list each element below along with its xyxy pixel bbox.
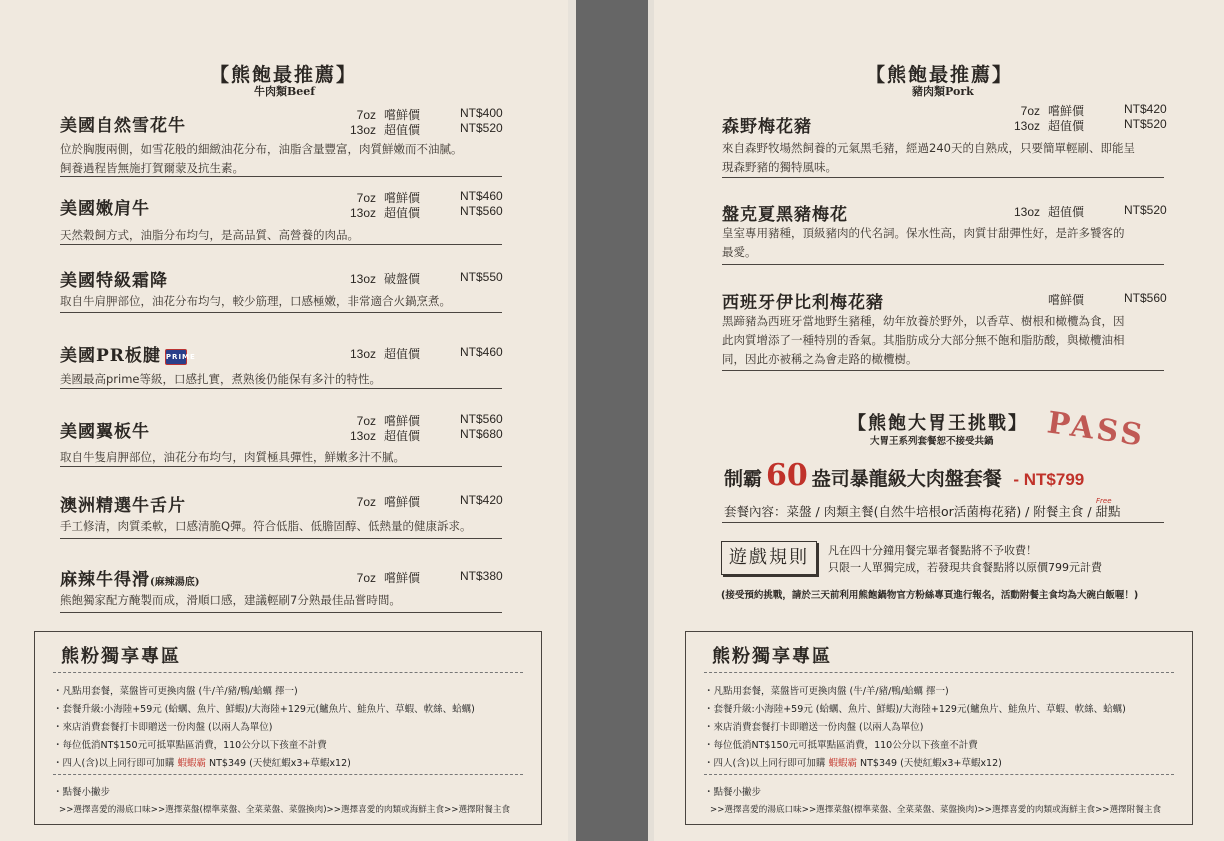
menu-item-forest-pork-collar (722, 102, 1172, 182)
price-line (340, 121, 420, 138)
fan-zone-line-text: NT$349 (天使紅蝦x3+草蝦x12) (209, 758, 351, 769)
item-divider (722, 177, 1164, 178)
item-name: 西班牙伊比利梅花豬 (722, 293, 884, 313)
menu-item-iberico-pork (722, 288, 1172, 372)
challenge-headline (724, 458, 1084, 493)
section-subtitle-beef: 牛肉類Beef (254, 85, 316, 98)
dashed-divider (53, 774, 523, 775)
price-value: NT$460 (460, 345, 503, 359)
item-description-line: 飼養過程皆無施打賀爾蒙及抗生素。 (60, 161, 244, 175)
fan-zone-line: ・套餐升級:小海陸+59元 (蛤蠣、魚片、鮮蝦)/大海陸+129元(鱸魚片、鮭魚片、草蝦、軟絲、蛤蠣) (704, 704, 1126, 715)
item-divider (60, 538, 502, 539)
fan-zone-line-text: ・四人(含)以上同行即可加購 (704, 758, 826, 769)
item-name: 澳洲精選牛舌片 (60, 496, 186, 516)
item-name-text: 麻辣牛得滑 (60, 570, 150, 590)
price-line (1004, 291, 1084, 308)
price-weight: 13oz (349, 429, 376, 443)
fan-zone-line: ・來店消費套餐打卡即贈送一份肉盤 (以兩人為單位) (53, 722, 273, 733)
price-weight: 13oz (349, 272, 376, 286)
price-line (340, 204, 420, 221)
fan-zone-title: 熊粉獨享專區 (61, 646, 181, 667)
section-title-beef: 【熊飽最推薦】 (210, 64, 358, 86)
price-label: 超值價 (1048, 205, 1085, 219)
price-label: 嚐鮮價 (1048, 104, 1085, 118)
price-value: NT$420 (460, 493, 503, 507)
price-value: NT$460 (460, 189, 503, 203)
item-name (60, 341, 196, 366)
menu-item-spicy-beef-slices (60, 565, 510, 615)
fan-zone-box (685, 631, 1193, 825)
item-description-line: 手工修清，肉質柔軟，口感清脆Q彈。符合低脂、低膽固醇、低熱量的健康訴求。 (60, 519, 472, 533)
ordering-steps: >>選擇喜愛的湯底口味>>選擇菜盤(標準菜盤、全菜菜盤、菜盤換肉)>>選擇喜愛的肉類或海鮮主食>>選擇附餐主食 (710, 805, 1162, 815)
challenge-footnote: (接受預約挑戰，請於三天前利用熊飽鍋物官方粉絲專頁進行報名，活動附餐主食均為大碗白飯喔！) (721, 590, 1139, 601)
shrimp-combo-highlight: 蝦蝦霸 (828, 758, 857, 769)
fan-zone-line-text: ・四人(含)以上同行即可加購 (53, 758, 175, 769)
fan-zone-line: ・每位低消NT$150元可抵單點區消費，110公分以下孩童不計費 (53, 740, 327, 751)
price-value: NT$560 (460, 412, 503, 426)
price-weight: 7oz (356, 495, 376, 509)
item-description-line: 黑蹄豬為西班牙當地野生豬種，幼年放養於野外，以香草、樹根和橄欖為食，因 (722, 314, 1125, 328)
dashed-divider (704, 672, 1174, 673)
item-description-line: 皇室專用豬種，頂級豬肉的代名詞。保水性高，肉質甘甜彈性好，是許多饕客的 (722, 226, 1125, 240)
price-label: 超值價 (1048, 119, 1085, 133)
item-divider (722, 264, 1164, 265)
fan-zone-box (34, 631, 542, 825)
page-gutter (576, 0, 648, 841)
price-value: NT$400 (460, 106, 503, 120)
price-value: NT$550 (460, 270, 503, 284)
price-weight: 13oz (1013, 205, 1040, 219)
item-name: 盤克夏黑豬梅花 (722, 205, 848, 225)
menu-item-berkshire-pork (722, 200, 1172, 266)
item-name-text: 美國PR板腱 (60, 346, 161, 366)
price-label: 超值價 (384, 429, 421, 443)
menu-item-us-snowflake-beef (60, 104, 510, 184)
ordering-steps: >>選擇喜愛的湯底口味>>選擇菜盤(標準菜盤、全菜菜盤、菜盤換肉)>>選擇喜愛的肉類或海鮮主食>>選擇附餐主食 (59, 805, 511, 815)
item-name: 森野梅花豬 (722, 117, 812, 137)
item-description-line: 美國最高prime等級，口感扎實，煮熟後仍能保有多汁的特性。 (60, 372, 381, 386)
item-divider (60, 312, 502, 313)
item-divider (60, 466, 502, 467)
price-label: 嚐鮮價 (384, 495, 421, 509)
item-description-line: 取自牛隻肩胛部位，油花分布均勻，肉質極具彈性，鮮嫩多汁不膩。 (60, 450, 405, 464)
item-divider (60, 176, 502, 177)
price-weight: 13oz (349, 206, 376, 220)
item-description-line: 此肉質增添了一種特別的香氣。其脂肪成分大部分無不飽和脂肪酸，與橄欖油相 (722, 333, 1125, 347)
item-description-line: 同，因此亦被稱之為會走路的橄欖樹。 (722, 352, 918, 366)
price-label: 超值價 (384, 347, 421, 361)
price-label: 嚐鮮價 (384, 108, 421, 122)
price-line (1004, 117, 1084, 134)
headline-text: 制霸 (724, 468, 763, 490)
menu-item-aus-beef-tongue (60, 491, 510, 541)
headline-text: 盎司暴龍級大肉盤套餐 (811, 468, 1002, 490)
item-description-line: 現森野豬的獨特風味。 (722, 160, 837, 174)
free-tag: Free (1096, 497, 1112, 505)
fan-zone-line (53, 755, 351, 769)
price-label: 超值價 (384, 206, 421, 220)
fan-zone-line: ・凡點用套餐，菜盤皆可更換肉盤 (牛/羊/豬/鴨/蛤蠣 擇一) (53, 686, 298, 697)
item-divider (60, 612, 502, 613)
price-weight: 7oz (356, 108, 376, 122)
price-line (340, 493, 420, 510)
price-weight: 7oz (356, 191, 376, 205)
ordering-tips-title: ・點餐小撇步 (704, 787, 762, 798)
fan-zone-line: ・來店消費套餐打卡即贈送一份肉盤 (以兩人為單位) (704, 722, 924, 733)
challenge-contents: 套餐內容：菜盤 / 肉類主餐(自然牛培根or活菌梅花豬) / 附餐主食 / 甜點 (724, 504, 1121, 519)
item-name-note: (麻辣湯底) (150, 577, 200, 588)
item-name (60, 565, 199, 590)
price-line (340, 270, 420, 287)
price-line (1004, 203, 1084, 220)
menu-item-us-prime-marbled (60, 266, 510, 316)
section-title-pork: 【熊飽最推薦】 (866, 64, 1014, 86)
price-label: 嚐鮮價 (1048, 293, 1085, 307)
price-weight: 7oz (1020, 104, 1040, 118)
dashed-divider (53, 672, 523, 673)
section-subtitle-pork: 豬肉類Pork (912, 85, 974, 98)
pass-stamp: PASS (1045, 405, 1148, 454)
item-name: 美國特級霜降 (60, 271, 168, 291)
item-divider (60, 244, 502, 245)
price-label: 嚐鮮價 (384, 414, 421, 428)
rule-line: 凡在四十分鐘用餐完畢者餐點將不予收費！ (828, 544, 1037, 557)
menu-item-us-top-blade (60, 410, 510, 470)
price-value: NT$520 (460, 121, 503, 135)
price-label: 嚐鮮價 (384, 571, 421, 585)
price-line (340, 345, 420, 362)
challenge-note: 大胃王系列套餐恕不接受共鍋 (870, 436, 994, 447)
item-name: 美國翼板牛 (60, 422, 150, 442)
price-value: NT$560 (460, 204, 503, 218)
item-name: 美國自然雪花牛 (60, 116, 186, 136)
price-line (340, 427, 420, 444)
item-name: 美國嫩肩牛 (60, 199, 150, 219)
price-value: NT$520 (1124, 203, 1167, 217)
fan-zone-title: 熊粉獨享專區 (712, 646, 832, 667)
rule-line: 只限一人單獨完成，若發現共食餐點將以原價799元計費 (828, 561, 1102, 574)
price-weight: 13oz (349, 347, 376, 361)
fan-zone-line: ・每位低消NT$150元可抵單點區消費，110公分以下孩童不計費 (704, 740, 978, 751)
item-description-line: 來自森野牧場然飼養的元氣黑毛豬，經過240天的自熟成，只要簡單輕刷、即能呈 (722, 141, 1135, 155)
item-description-line: 取自牛肩胛部位，油花分布均勻，較少筋理，口感極嫩，非常適合火鍋烹煮。 (60, 294, 451, 308)
price-value: NT$420 (1124, 102, 1167, 116)
item-description-line: 天然穀飼方式，油脂分布均勻，是高品質、高營養的肉品。 (60, 228, 359, 242)
fan-zone-line (704, 755, 1002, 769)
headline-number: 60 (766, 458, 808, 493)
price-value: NT$520 (1124, 117, 1167, 131)
price-label: 嚐鮮價 (384, 191, 421, 205)
usda-prime-badge-icon: PRIME (165, 349, 187, 365)
contents-divider (722, 522, 1164, 523)
item-description-line: 熊飽獨家配方醃製而成，滑順口感，建議輕刷7分熟最佳品嘗時間。 (60, 593, 401, 607)
price-value: NT$560 (1124, 291, 1167, 305)
game-rules-label: 遊戲規則 (721, 541, 817, 575)
menu-item-us-pr-flat-iron (60, 341, 510, 391)
item-description-line: 最愛。 (722, 245, 757, 259)
price-line (340, 569, 420, 586)
price-label: 破盤價 (384, 272, 421, 286)
price-weight: 7oz (356, 571, 376, 585)
page-edge (568, 0, 576, 841)
challenge-title: 【熊飽大胃王挑戰】 (848, 413, 1028, 434)
price-label: 超值價 (384, 123, 421, 137)
fan-zone-line: ・套餐升級:小海陸+59元 (蛤蠣、魚片、鮮蝦)/大海陸+129元(鱸魚片、鮭魚片、草蝦、軟絲、蛤蠣) (53, 704, 475, 715)
menu-item-us-chuck-beef (60, 187, 510, 247)
dashed-divider (704, 774, 1174, 775)
headline-price: - NT$799 (1013, 470, 1085, 489)
ordering-tips-title: ・點餐小撇步 (53, 787, 111, 798)
item-divider (722, 370, 1164, 371)
item-description-line: 位於胸腹兩側，如雪花般的細緻油花分布，油脂含量豐富，肉質鮮嫩而不油膩。 (60, 142, 463, 156)
price-value: NT$380 (460, 569, 503, 583)
shrimp-combo-highlight: 蝦蝦霸 (177, 758, 206, 769)
price-value: NT$680 (460, 427, 503, 441)
item-divider (60, 388, 502, 389)
price-weight: 13oz (349, 123, 376, 137)
price-weight: 7oz (356, 414, 376, 428)
price-weight: 13oz (1013, 119, 1040, 133)
fan-zone-line: ・凡點用套餐，菜盤皆可更換肉盤 (牛/羊/豬/鴨/蛤蠣 擇一) (704, 686, 949, 697)
fan-zone-line-text: NT$349 (天使紅蝦x3+草蝦x12) (860, 758, 1002, 769)
